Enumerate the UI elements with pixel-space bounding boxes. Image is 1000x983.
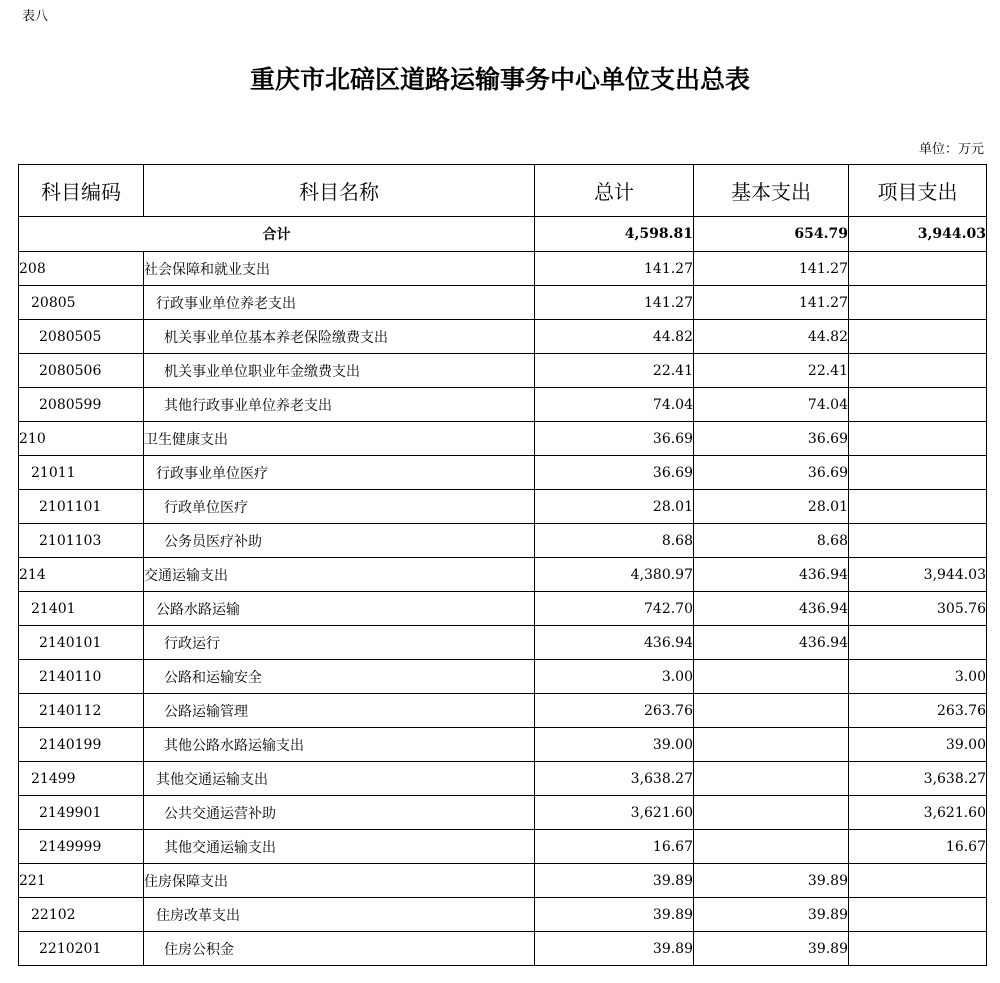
row-project: 3,638.27 <box>849 762 987 796</box>
row-total: 28.01 <box>535 490 694 524</box>
row-basic: 8.68 <box>694 524 849 558</box>
table-row <box>19 932 987 966</box>
row-name: 公路水路运输 <box>144 592 535 626</box>
row-total: 36.69 <box>535 456 694 490</box>
row-total: 36.69 <box>535 422 694 456</box>
expenditure-table <box>18 164 987 966</box>
row-project <box>849 864 987 898</box>
row-code: 221 <box>19 864 144 898</box>
total-label: 合计 <box>19 217 535 252</box>
row-name: 行政单位医疗 <box>144 490 535 524</box>
row-total: 3.00 <box>535 660 694 694</box>
table-number: 表八 <box>22 9 49 24</box>
table-row <box>19 490 987 524</box>
row-basic <box>694 660 849 694</box>
row-total: 8.68 <box>535 524 694 558</box>
row-name: 其他公路水路运输支出 <box>144 728 535 762</box>
row-basic: 39.89 <box>694 864 849 898</box>
row-code: 2101101 <box>19 490 144 524</box>
row-code: 2140199 <box>19 728 144 762</box>
table-row <box>19 898 987 932</box>
row-code: 22102 <box>19 898 144 932</box>
row-name: 行政运行 <box>144 626 535 660</box>
row-code: 21011 <box>19 456 144 490</box>
row-project <box>849 320 987 354</box>
row-code: 2210201 <box>19 932 144 966</box>
row-name: 住房改革支出 <box>144 898 535 932</box>
row-total: 44.82 <box>535 320 694 354</box>
row-name: 社会保障和就业支出 <box>144 252 535 286</box>
row-basic: 141.27 <box>694 252 849 286</box>
row-code: 2080599 <box>19 388 144 422</box>
row-basic: 39.89 <box>694 932 849 966</box>
row-name: 机关事业单位基本养老保险缴费支出 <box>144 320 535 354</box>
header-row <box>19 165 987 217</box>
table-row <box>19 286 987 320</box>
row-project <box>849 524 987 558</box>
row-basic: 22.41 <box>694 354 849 388</box>
total-project: 3,944.03 <box>849 217 987 252</box>
row-basic: 74.04 <box>694 388 849 422</box>
row-total: 39.89 <box>535 864 694 898</box>
header-total: 总计 <box>535 165 694 217</box>
row-total: 141.27 <box>535 252 694 286</box>
row-total: 3,621.60 <box>535 796 694 830</box>
row-code: 21499 <box>19 762 144 796</box>
row-project <box>849 422 987 456</box>
row-project <box>849 490 987 524</box>
unit-label: 单位：万元 <box>918 142 984 157</box>
table-row <box>19 388 987 422</box>
table-row <box>19 558 987 592</box>
row-name: 住房保障支出 <box>144 864 535 898</box>
row-basic: 436.94 <box>694 592 849 626</box>
header-project: 项目支出 <box>849 165 987 217</box>
row-code: 2140110 <box>19 660 144 694</box>
row-basic: 436.94 <box>694 626 849 660</box>
row-basic <box>694 728 849 762</box>
row-total: 742.70 <box>535 592 694 626</box>
row-name: 公路和运输安全 <box>144 660 535 694</box>
table-row <box>19 422 987 456</box>
row-name: 行政事业单位养老支出 <box>144 286 535 320</box>
row-basic <box>694 694 849 728</box>
row-code: 2080506 <box>19 354 144 388</box>
row-project: 3,944.03 <box>849 558 987 592</box>
row-total: 39.00 <box>535 728 694 762</box>
row-name: 其他交通运输支出 <box>144 762 535 796</box>
row-basic: 44.82 <box>694 320 849 354</box>
header-name: 科目名称 <box>144 165 535 217</box>
table-row <box>19 762 987 796</box>
row-total: 16.67 <box>535 830 694 864</box>
table-row <box>19 524 987 558</box>
row-name: 其他交通运输支出 <box>144 830 535 864</box>
row-project: 16.67 <box>849 830 987 864</box>
row-total: 39.89 <box>535 932 694 966</box>
row-name: 交通运输支出 <box>144 558 535 592</box>
row-code: 2140112 <box>19 694 144 728</box>
total-basic: 654.79 <box>694 217 849 252</box>
row-name: 行政事业单位医疗 <box>144 456 535 490</box>
row-basic: 436.94 <box>694 558 849 592</box>
row-total: 22.41 <box>535 354 694 388</box>
row-basic: 39.89 <box>694 898 849 932</box>
row-project <box>849 252 987 286</box>
header-code: 科目编码 <box>19 165 144 217</box>
table-row <box>19 660 987 694</box>
row-total: 4,380.97 <box>535 558 694 592</box>
row-name: 公务员医疗补助 <box>144 524 535 558</box>
row-name: 机关事业单位职业年金缴费支出 <box>144 354 535 388</box>
row-code: 208 <box>19 252 144 286</box>
row-basic <box>694 796 849 830</box>
table-row <box>19 456 987 490</box>
row-project <box>849 898 987 932</box>
row-basic <box>694 762 849 796</box>
table-row <box>19 728 987 762</box>
row-project: 39.00 <box>849 728 987 762</box>
row-project <box>849 932 987 966</box>
row-code: 2149999 <box>19 830 144 864</box>
row-project <box>849 456 987 490</box>
row-code: 2101103 <box>19 524 144 558</box>
row-total: 141.27 <box>535 286 694 320</box>
row-project: 3.00 <box>849 660 987 694</box>
row-code: 2080505 <box>19 320 144 354</box>
table-row <box>19 796 987 830</box>
row-total: 263.76 <box>535 694 694 728</box>
row-basic: 36.69 <box>694 456 849 490</box>
row-basic: 28.01 <box>694 490 849 524</box>
row-project <box>849 286 987 320</box>
row-total: 39.89 <box>535 898 694 932</box>
row-basic: 141.27 <box>694 286 849 320</box>
row-code: 20805 <box>19 286 144 320</box>
row-name: 公共交通运营补助 <box>144 796 535 830</box>
row-name: 其他行政事业单位养老支出 <box>144 388 535 422</box>
table-row <box>19 320 987 354</box>
row-project <box>849 388 987 422</box>
row-total: 436.94 <box>535 626 694 660</box>
table-row <box>19 592 987 626</box>
row-project: 263.76 <box>849 694 987 728</box>
row-code: 2149901 <box>19 796 144 830</box>
table-row <box>19 864 987 898</box>
row-project <box>849 354 987 388</box>
table-row <box>19 252 987 286</box>
table-row <box>19 830 987 864</box>
row-total: 3,638.27 <box>535 762 694 796</box>
row-project: 3,621.60 <box>849 796 987 830</box>
row-basic <box>694 830 849 864</box>
row-code: 21401 <box>19 592 144 626</box>
table-row <box>19 626 987 660</box>
header-basic: 基本支出 <box>694 165 849 217</box>
row-code: 214 <box>19 558 144 592</box>
table-row <box>19 354 987 388</box>
page-title: 重庆市北碚区道路运输事务中心单位支出总表 <box>249 65 750 94</box>
row-name: 卫生健康支出 <box>144 422 535 456</box>
total-amount: 4,598.81 <box>535 217 694 252</box>
row-code: 210 <box>19 422 144 456</box>
row-name: 住房公积金 <box>144 932 535 966</box>
row-project <box>849 626 987 660</box>
row-project: 305.76 <box>849 592 987 626</box>
row-total: 74.04 <box>535 388 694 422</box>
row-name: 公路运输管理 <box>144 694 535 728</box>
row-code: 2140101 <box>19 626 144 660</box>
total-row <box>19 217 987 252</box>
table-row <box>19 694 987 728</box>
row-basic: 36.69 <box>694 422 849 456</box>
